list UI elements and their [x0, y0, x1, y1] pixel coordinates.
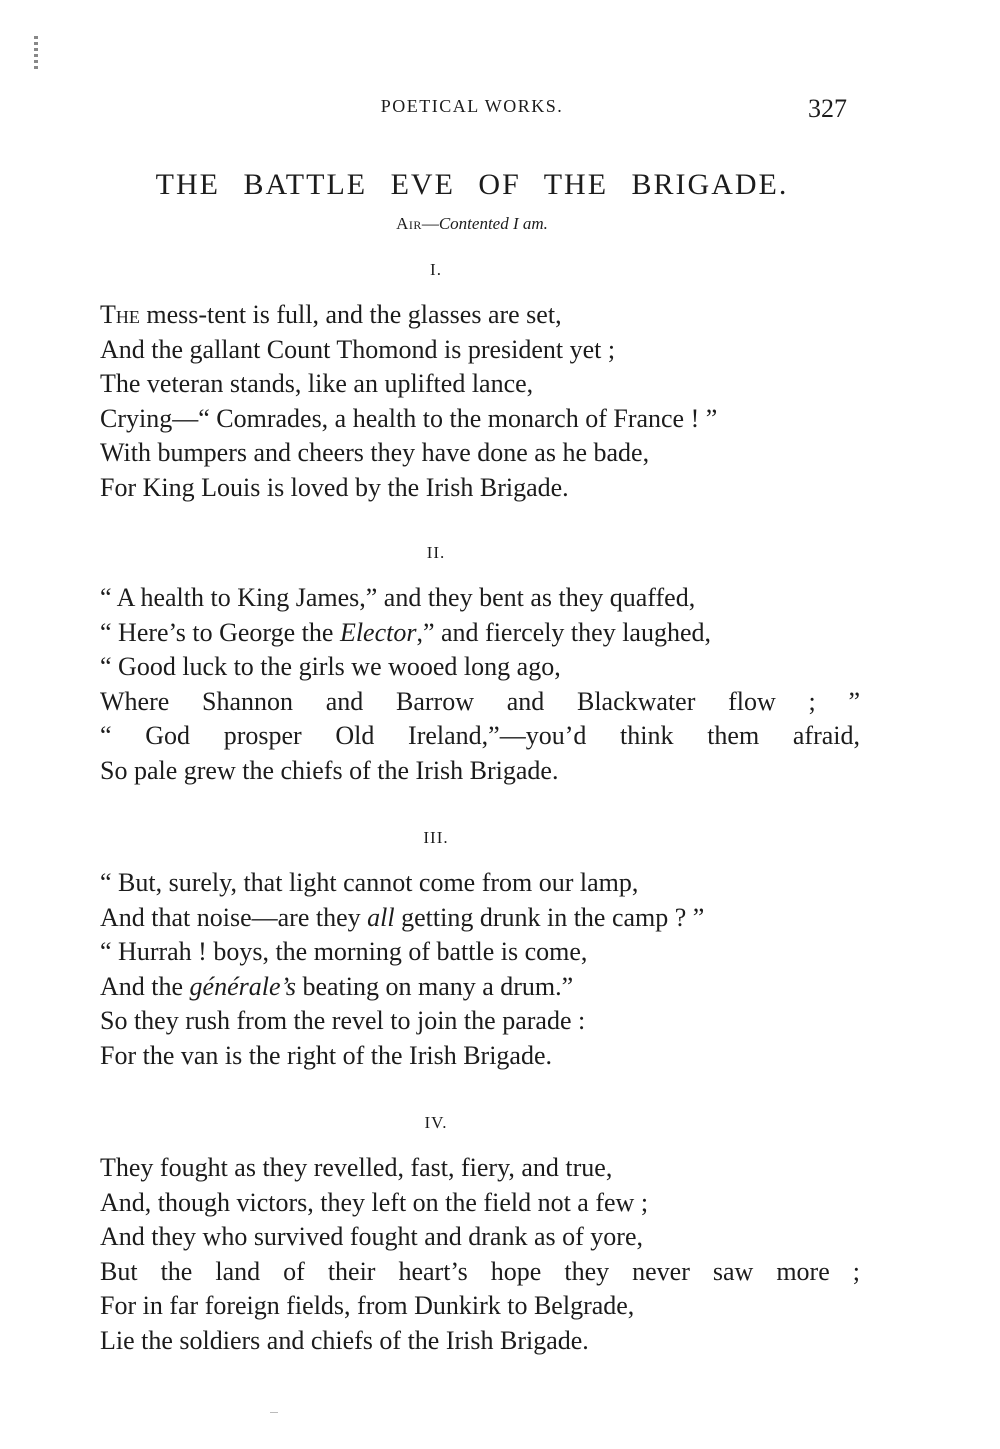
stanza-4 [100, 1111, 870, 1358]
verse-text: “ Here’s to George the [100, 617, 340, 647]
drop-word: The [100, 300, 140, 329]
stanza-numeral: III. [423, 828, 449, 847]
italic-word: all [367, 902, 395, 932]
stanza-2 [100, 541, 870, 788]
verse-line: Lie the soldiers and chiefs of the Irish Brigade. [100, 1325, 589, 1355]
verse-text: And the [100, 971, 190, 1001]
running-title: POETICAL WORKS. [380, 96, 564, 116]
verse-line: “ Hurrah ! boys, the morning of battle is come, [100, 937, 588, 966]
verse-line: The veteran stands, like an uplifted lance, [100, 369, 534, 398]
verse-line [100, 616, 870, 651]
air-separator: — [421, 214, 439, 233]
verse-text: mess-tent is full, and the glasses are set, [139, 300, 562, 329]
verse-line: With bumpers and cheers they have done as he bade, [100, 438, 650, 467]
verse-line: And they who survived fought and drank as of yore, [100, 1222, 643, 1251]
air-note [0, 214, 944, 234]
verse-line [100, 298, 870, 333]
italic-word: Elector [339, 617, 417, 647]
stanza-1 [100, 258, 870, 505]
italic-word: générale’s [189, 971, 296, 1001]
stanza-numeral: I. [430, 260, 442, 279]
verse-text: beating on many a drum.” [295, 971, 574, 1001]
page-number: 327 [808, 94, 847, 123]
stanza-3 [100, 826, 870, 1073]
verse-line: For in far foreign fields, from Dunkirk to Belgrade, [100, 1291, 635, 1320]
verse-text: And that noise—are they [100, 902, 368, 932]
verse-line [100, 970, 870, 1005]
verse-line: So they rush from the revel to join the parade : [100, 1006, 586, 1035]
stanza-numeral: IV. [424, 1113, 448, 1132]
air-name: Contented I am. [438, 214, 548, 233]
verse-line: “ Good luck to the girls we wooed long ago, [100, 652, 561, 681]
hair-mark [270, 1412, 278, 1413]
verse-line [100, 901, 870, 936]
poem-title: THE BATTLE EVE OF THE BRIGADE. [155, 168, 789, 201]
stanza-numeral: II. [426, 543, 446, 562]
verse-text: ,” and fiercely they laughed, [416, 617, 711, 647]
verse-line: So pale grew the chiefs of the Irish Brigade. [100, 755, 559, 785]
air-label: Air [396, 214, 422, 233]
running-head [0, 94, 1000, 128]
verse-line: For King Louis is loved by the Irish Brigade. [100, 472, 569, 502]
verse-line: They fought as they revelled, fast, fiery, and true, [100, 1153, 613, 1182]
verse-line: But the land of their heart’s hope they never saw more ; [100, 1256, 860, 1286]
verse-line: And the gallant Count Thomond is president yet ; [100, 334, 616, 364]
verse-line: And, though victors, they left on the field not a few ; [100, 1187, 649, 1217]
verse-line: “ A health to King James,” and they bent as they quaffed, [100, 583, 696, 612]
verse-text: getting drunk in the camp ? ” [394, 902, 705, 932]
margin-mark [34, 36, 38, 70]
verse-line: For the van is the right of the Irish Brigade. [100, 1040, 553, 1070]
verse-line: Where Shannon and Barrow and Blackwater flow ; ” [100, 686, 860, 716]
verse-line: “ God prosper Old Ireland,”—you’d think them afraid, [100, 721, 860, 750]
verse-line: Crying—“ Comrades, a health to the monarch of France ! ” [100, 403, 718, 433]
verse-line: “ But, surely, that light cannot come from our lamp, [100, 868, 639, 897]
